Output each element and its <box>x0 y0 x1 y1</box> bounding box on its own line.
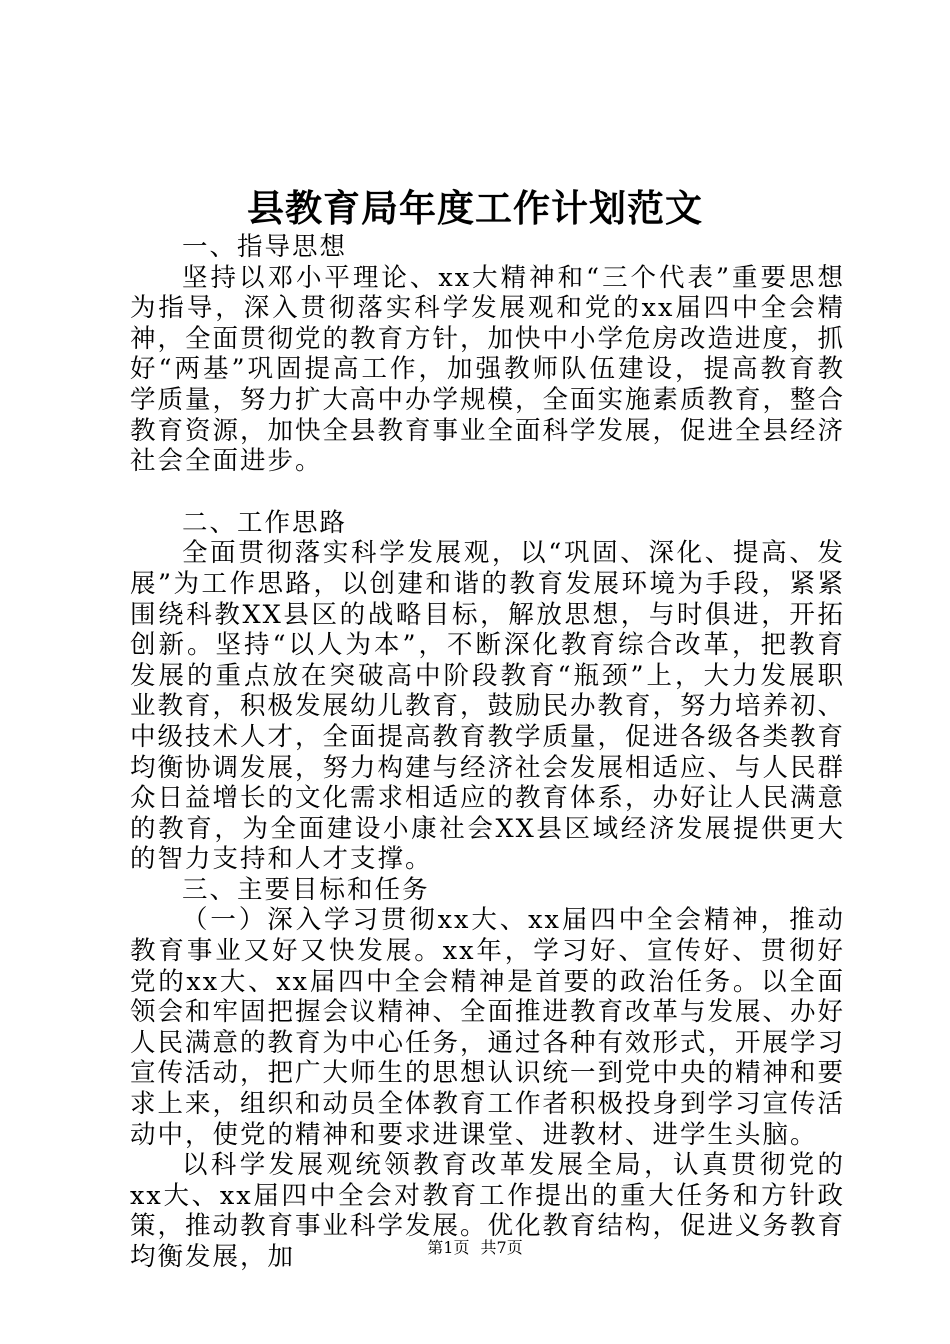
section-1-paragraph: 坚持以邓小平理论、xx大精神和“三个代表”重要思想为指导，深入贯彻落实科学发展观和党的xx届四中全会精神，全面贯彻党的教育方针，加快中小学危房改造进度，抓好“两基”巩固提高工作，加强教师队伍建设，提高教育教学质量，努力扩大高中办学规模，全面实施素质教育，整合教育资源，加快全县教育事业全面科学发展，促进全县经济社会全面进步。 <box>130 262 846 477</box>
page-number-label: 第1页 共7页 <box>427 1238 523 1257</box>
section-heading-3: 三、主要目标和任务 <box>182 874 430 905</box>
page-footer <box>0 1238 950 1258</box>
document-body <box>130 232 845 1273</box>
section-heading-1: 一、指导思想 <box>182 232 348 262</box>
document-title: 县教育局年度工作计划范文 <box>247 186 703 230</box>
section-3-paragraph-1: （一）深入学习贯彻xx大、xx届四中全会精神，推动教育事业又好又快发展。xx年，学习好、宣传好、贯彻好党的xx大、xx届四中全会精神是首要的政治任务。以全面领会和牢固把握会议精神、全面推进教育改革与发展、办好人民满意的教育为中心任务，通过各种有效形式，开展学习宣传活动，把广大师生的思想认识统一到党中央的精神和要求上来，组织和动员全体教育工作者积极投身到学习宣传活动中，使党的精神和要求进课堂、进教材、进学生头脑。 <box>130 905 846 1150</box>
section-2-paragraph: 全面贯彻落实科学发展观，以“巩固、深化、提高、发展”为工作思路，以创建和谐的教育发展环境为手段，紧紧围绕科教XX县区的战略目标，解放思想，与时俱进，开拓创新。坚持“以人为本”，不断深化教育综合改革，把教育发展的重点放在突破高中阶段教育“瓶颈”上，大力发展职业教育，积极发展幼儿教育，鼓励民办教育，努力培养初、中级技术人才，全面提高教育教学质量，促进各级各类教育均衡协调发展，努力构建与经济社会发展相适应、与人民群众日益增长的文化需求相适应的教育体系，办好让人民满意的教育，为全面建设小康社会XX县区域经济发展提供更大的智力支持和人才支撑。 <box>130 538 846 875</box>
section-3-paragraph-2: 以科学发展观统领教育改革发展全局，认真贯彻党的xx大、xx届四中全会对教育工作提出的重大任务和方针政策，推动教育事业科学发展。优化教育结构，促进义务教育均衡发展，加 <box>130 1150 846 1272</box>
paragraph-gap <box>130 477 845 508</box>
section-heading-2: 二、工作思路 <box>182 507 348 538</box>
